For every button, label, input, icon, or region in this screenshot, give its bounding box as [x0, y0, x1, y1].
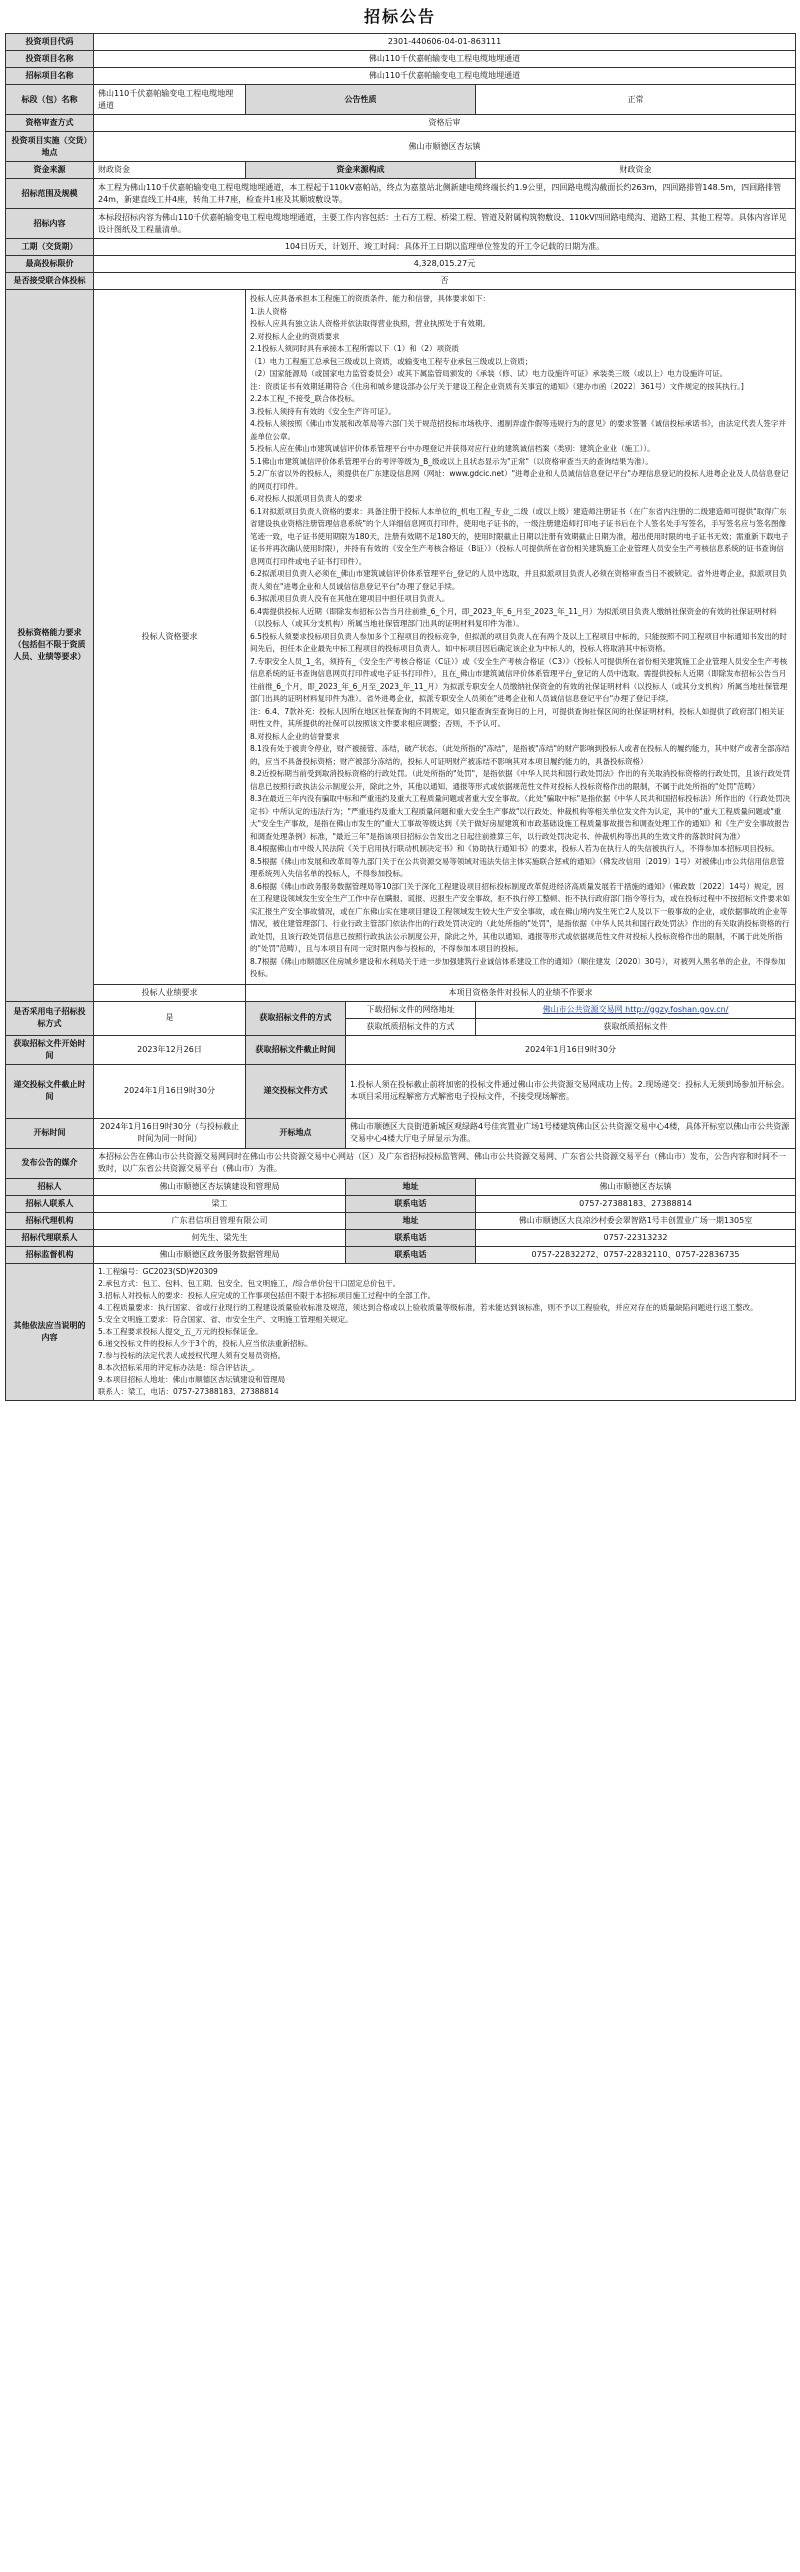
qual-method-value: 资格后审: [94, 115, 796, 132]
max-price-value: 4,328,015.27元: [94, 256, 796, 273]
paper-value: 获取纸质招标文件: [476, 1018, 796, 1035]
doc-end-label: 获取招标文件截止时间: [246, 1035, 346, 1064]
scale-value: 本工程为佛山110千伏嘉帕输变电工程电缆地埋通道，本工程起于110kV嘉帕站，终点为嘉篁站北侧新建电缆终端长约1.9公里，四回路电缆沟截面长约263m，四回路排管148.5m，四回路排管24m，新建直线工井4座，转角工井7座，检查井1座及其顺坡敷设等。: [94, 179, 796, 209]
qualification-sub-label: 投标人资格要求: [94, 290, 246, 985]
agency-label: 招标代理机构: [6, 1212, 94, 1229]
content-label: 招标内容: [6, 209, 94, 239]
project-code-value: 2301-440606-04-01-863111: [94, 34, 796, 51]
note-line: 联系人：梁工，电话：0757-27388183、27388814: [98, 1386, 279, 1396]
paper-label: 获取纸质招标文件的方式: [346, 1018, 476, 1035]
media-value: 本招标公告在佛山市公共资源交易网同时在佛山市公共资源交易中心网站（区）及广东省招标投标监管网、佛山市公共资源交易网、广东省公共资源交易平台（佛山市）发布，公告内容和时间不一致时，以广东省公共资源交易平台（佛山市）为准。: [94, 1148, 796, 1178]
supervisor-phone-label: 联系电话: [346, 1246, 476, 1263]
requirement-paragraph: 3.投标人须持有有效的《安全生产许可证》。: [250, 406, 396, 416]
section-label: 标段（包）名称: [6, 85, 94, 115]
note-line: 1.工程编号：GC2023(SD)¥20309: [98, 1266, 218, 1276]
requirement-paragraph: 6.5投标人须要求投标项目负责人参加多个工程项目的投标竞争，但拟派的项目负责人在有两个及以上工程项目中标的，只能按照不同工程项目中标通知书发出的时间先后，担任本企业最先中标工程项目的投标项目负责人。如中标项目因后确定该企业为中标人的，投标人将取消其中标资格。: [250, 631, 787, 653]
agency-phone-value: 0757-22313232: [476, 1229, 796, 1246]
supervisor-value: 佛山市顺德区政务服务数据管理局: [94, 1246, 346, 1263]
electronic-value: 是: [94, 1001, 246, 1035]
bid-method-value: 1.投标人须在投标截止前将加密的投标文件通过佛山市公共资源交易网成功上传。2.现场递交：投标人无须到场参加开标会。本项目采用远程解密方式解密电子投标文件，不接受现场解密。: [346, 1064, 796, 1118]
note-line: 3.招标人对投标人的要求：投标人应完成的工作事项包括但不限于本招标项目施工过程中的全部工作。: [98, 1290, 436, 1300]
requirement-paragraph: 6.3拟派项目负责人没有在其他在建项目中担任项目负责人。: [250, 594, 450, 603]
requirement-paragraph: 6.4需提供投标人近期（即除发布招标公告当月往前推_6_个月，即_2023_年_6_月至_2023_年_11_月）为拟派项目负责人缴纳社保资金的有效的社保证明材料（以投标人（或其分支机构）所属当地社保管理部门出具的证明材料复印件为准）。: [250, 606, 777, 628]
agency-contact-label: 招标代理联系人: [6, 1229, 94, 1246]
requirement-paragraph: 2.对投标人企业的资质要求: [250, 331, 340, 341]
media-label: 发布公告的媒介: [6, 1148, 94, 1178]
nature-value: 正常: [476, 85, 796, 115]
tenderer-phone-label: 联系电话: [346, 1195, 476, 1212]
requirement-paragraph: （2）国家能源局（或国家电力监管委员会）或其下属监管局颁发的《承装（修、试）电力设施许可证》承装类三级（或以上）电力设施许可证。: [250, 369, 728, 378]
consortium-value: 否: [94, 273, 796, 290]
other-notes: [94, 1263, 796, 1400]
doc-method-label: 获取招标文件的方式: [246, 1001, 346, 1035]
agency-contact-value: 何先生、梁先生: [94, 1229, 346, 1246]
tenderer-contact-label: 招标人联系人: [6, 1195, 94, 1212]
requirement-paragraph: 7.专职安全人员_1_名，须持有_《安全生产考核合格证（C证）》或《安全生产考核合格证（C3）》（投标人可提供所在省份相关建筑施工企业管理人员安全生产考核信息系统的证书查询信息网页打印件或电子证书打印件），且在_佛山市建筑诚信评价体系管理平台_登记的人员中选取。需提供投标人近期（即除发布招标公告当月往前推_6_个月，即_2023_年_6_月至_2023_年_11_月）为拟派专职安全人员缴纳社保资金的有效的社保证明材料（以投标人（或其分支机构）所属当地社保管理部门出具的证明材料复印件为准）。省外进粤企业，拟派专职安全人员须在"进粤企业和人员诚信信息登记平台"办理了登记手续。: [250, 656, 788, 703]
page-title: 招标公告: [363, 7, 436, 26]
qualification-requirements: [246, 290, 796, 985]
tender-project-name-label: 招标项目名称: [6, 68, 94, 85]
bid-method-label: 递交投标文件方式: [246, 1064, 346, 1118]
requirement-paragraph: 4.投标人须按照《佛山市发展和改革局等六部门关于规范招投标市场秩序、遏制弄虚作假等违规行为的意见》的要求签署《诚信投标承诺书》，由法定代表人签字并盖单位公章。: [250, 419, 786, 441]
requirement-paragraph: 注：6.4、7款补充：投标人因所在地区社保查询的不同规定，如只能查询至查询日的上月，可提供查询社保区间的社保证明材料，投标人如提供了政府部门相关证明性文件，其所提供的社保可以按照该文件要求相应调整；否则，不予认可。: [250, 706, 785, 728]
doc-end-value: 2024年1月16日9时30分: [346, 1035, 796, 1064]
performance-sub-label: 投标人业绩要求: [94, 984, 246, 1001]
supervisor-label: 招标监督机构: [6, 1246, 94, 1263]
bid-deadline-value: 2024年1月16日9时30分: [94, 1064, 246, 1118]
note-line: 8.本次招标采用的评定标办法是：综合评估法_。: [98, 1362, 259, 1372]
agency-addr-value: 佛山市顺德区大良凉沙村委会翠智路1号丰创置业广场一期1305室: [476, 1212, 796, 1229]
requirement-paragraph: 8.6根据《佛山市政务服务数据管理局等10部门关于深化工程建设项目招标投标制度改革促进经济高质量发展若干措施的通知》（佛政数〔2022〕14号）规定，因在工程建设领域发生安全生产工作中存在瞒报、谎报、迟报生产安全事故，拒不执行停工整顿、拒不执行政府部门指令等行为，或在投标过程中不按招标文件要求如实汇报生产安全事故情况，或在广东佛山实在建项目建设工程领域发生较大生产安全事故，或在佛山境内发生死亡2人及以下一般事故的企业，或依据事故的企业等情况，被住建管理部门、行业行政主管部门依法作出的行政处罚决定的（此处所指的"处罚"，是指依据《中华人民共和国行政处罚法》作出的有关取消投标资格的行政处罚，且该行政处罚信息已按照行政执法公示制度公开，除此之外，其他以通知、通报等形式或依据规范性文件对投标人投标资格作出的限制，不属于此处所指的"处罚"范畴），且与本项目有同一定时限内参与投标的，不得参加本项目的投标。: [250, 881, 790, 953]
other-label: 其他依法应当说明的内容: [6, 1263, 94, 1400]
requirement-paragraph: 8.7根据《佛山市顺德区住房城乡建设和水利局关于进一步加强建筑行业诚信体系建设工作的通知》（顺住建发〔2020〕30号），对被列入黑名单的企业，不得参加投标。: [250, 956, 786, 978]
bid-deadline-label: 递交投标文件截止时间: [6, 1064, 94, 1118]
online-label: 下载招标文件的网络地址: [346, 1001, 476, 1018]
qualification-label: 投标资格能力要求（包括但不限于资质人员、业绩等要求）: [6, 290, 94, 1002]
requirement-paragraph: （1）电力工程施工总承包三级或以上资质，或输变电工程专业承包三级或以上资质；: [250, 356, 533, 366]
tenderer-label: 招标人: [6, 1178, 94, 1195]
performance-value: 本项目资格条件对投标人的业绩不作要求: [246, 984, 796, 1001]
requirement-paragraph: 6.1对拟派项目负责人资格的要求：具备注册于投标人本单位的_机电工程_专业_二级（或以上级）建造师注册证书（在广东省内注册的二级建造师可提供"取得广东省建设执业资格注册管理信息系统"的个人详细信息网页打印件，使用电子证书的，一级注册建造师打印电子证书后在个人签名处手写签名，手写签名应与签名图像笔迹一致，电子证书使用期限为180天，注册有效期不足180天的，使用时限截止日期以注册有效期截止日期为准，超出使用时限的电子证书无效；需重新下载电子证书并再次确认使用时限），并持有有效的《安全生产考核合格证（B证）》（投标人可提供所在省份相关建筑施工企业管理人员安全生产考核信息系统的证书查询信息网页打印件或电子证书打印件）。: [250, 506, 789, 566]
tenderer-value: 佛山市顺德区杏坛镇建设和管理局: [94, 1178, 346, 1195]
funding-structure-label: 资金来源构成: [246, 162, 476, 179]
tenderer-addr-label: 地址: [346, 1178, 476, 1195]
note-line: 4.工程质量要求：执行国家、省或行业现行的工程建设质量验收标准及规范，须达到合格或以上验收质量等级标准，若未能达到该标准，则不予以工程验收，并应对存在的质量缺陷问题进行返工整改。: [98, 1302, 758, 1312]
requirement-paragraph: 8.3在最近三年内没有骗取中标和严重违约及重大工程质量问题或者重大安全事故。（此处"骗取中标"是指依据《中华人民共和国招标投标法》所作出的《行政处罚决定书》中所认定的违法行为；"严重违约及重大工程质量问题和重大安全生产事故"以行政处、仲裁机构等相关单位发文件为认定，其中的"重大工程质量问题或"重大"安全生产事故，是指在佛山市发生的"重大工事故等级达到《关于做好房屋建筑和市政基础设施工程质量事故报告和调查处理工作的通知》和《生产安全事故报告和调查处理条例》标准，"最近三年"是指该项目招标公告发出之日起往前推算三年，以行政处罚决定书、仲裁机构等出具的生效文件的落款时间为准）: [250, 794, 791, 841]
opening-place-label: 开标地点: [246, 1118, 346, 1148]
period-value: 104日历天，计划开、竣工时间：具体开工日期以监理单位签发的开工令记载的日期为准。: [94, 239, 796, 256]
project-name-label: 投资项目名称: [6, 51, 94, 68]
requirement-paragraph: 5.1佛山市建筑诚信评价体系管理平台的考评等级为_B_级或以上且状态显示为"正常"（以资格审查当天的查询结果为准）。: [250, 456, 653, 466]
project-code-label: 投资项目代码: [6, 34, 94, 51]
funding-structure-value: 财政资金: [476, 162, 796, 179]
location-value: 佛山市顺德区杏坛镇: [94, 132, 796, 162]
tenderer-addr-value: 佛山市顺德区杏坛镇: [476, 1178, 796, 1195]
note-line: 9.本项目招标人地址：佛山市顺德区杏坛镇建设和管理局: [98, 1374, 286, 1384]
tender-project-name-value: 佛山110千伏嘉帕输变电工程电缆地埋通道: [94, 68, 796, 85]
note-line: 5.本工程要求投标人提交_五_万元的投标保证金。: [98, 1326, 263, 1336]
requirement-paragraph: 5.投标人应在佛山市建筑诚信评价体系管理平台中办理登记并获得对应行业的建筑诚信档案（类别：建筑企业业（施工））。: [250, 444, 655, 453]
nature-label: 公告性质: [246, 85, 476, 115]
notes-list: [98, 1266, 791, 1398]
note-line: 5.安全文明施工要求：符合国家、省、市安全生产、文明施工管理相关规定。: [98, 1314, 353, 1324]
announcement-table: [5, 33, 796, 1401]
note-line: 6.递交投标文件的投标人少于3个的，投标人应当依法重新招标。: [98, 1338, 313, 1348]
requirement-paragraph: 8.5根据《佛山市发展和改革局等九部门关于在公共资源交易等领域对违法失信主体实施联合惩戒的通知》（佛发改信用〔2019〕1号）对被佛山市公共信用信息管理系统列入失信名单的投标人，不得参加投标。: [250, 856, 785, 878]
requirement-paragraph: 8.对投标人企业的信誉要求: [250, 731, 340, 741]
announcement: [5, 4, 795, 1401]
content-value: 本标段招标内容为佛山110千伏嘉帕输变电工程电缆地埋通道，主要工作内容包括：土石方工程、桥梁工程、管道及附属构筑物敷设、110kV四回路电缆沟、道路工程、其他工程等。具体内容详见设计图纸及工程量清单。: [94, 209, 796, 239]
doc-start-label: 获取招标文件开始时间: [6, 1035, 94, 1064]
requirement-paragraph: 1.法人资格: [250, 306, 288, 316]
opening-label: 开标时间: [6, 1118, 94, 1148]
online-link[interactable]: 佛山市公共资源交易网 http://ggzy.foshan.gov.cn/: [476, 1001, 796, 1018]
opening-value: 2024年1月16日9时30分（与投标截止时间为同一时间）: [94, 1118, 246, 1148]
section-name-value: 佛山110千伏嘉帕输变电工程电缆地埋通道: [94, 85, 246, 115]
doc-start-value: 2023年12月26日: [94, 1035, 246, 1064]
tenderer-phone-value: 0757-27388183、27388814: [476, 1195, 796, 1212]
requirements-list: [250, 293, 791, 981]
requirement-paragraph: 6.对投标人拟派项目负责人的要求: [250, 494, 363, 503]
opening-place-value: 佛山市顺德区大良街道新城区观绿路4号佳宾置业广场1号楼建筑佛山区公共资源交易中心4楼，具体开标室以佛山市公共资源交易中心4楼大厅电子屏显示为准。: [346, 1118, 796, 1148]
requirement-paragraph: 2.1投标人须同时具有承接本工程所需以下（1）和（2）项资质: [250, 344, 459, 353]
funding-source-value: 财政资金: [94, 162, 246, 179]
requirement-paragraph: 8.1没有处于被责令停业，财产被接管、冻结，破产状态。（此处所指的"冻结"，是指被"冻结"的财产影响到投标人或者在投标人的履约能力，其中财产或者全部冻结的，应当不具备投标资格；财产被部分冻结的，投标人可证明财产被冻结不影响其对本项目履约能力的，具备投标资格）: [250, 744, 790, 766]
electronic-label: 是否采用电子招标投标方式: [6, 1001, 94, 1035]
note-line: 2.承包方式：包工、包料、包工期、包安全、包文明施工，/综合单价包干口固定总价包干。: [98, 1278, 401, 1288]
location-label: 投资项目实施（交货）地点: [6, 132, 94, 162]
requirement-paragraph: 6.2拟派项目负责人必须在_佛山市建筑诚信评价体系管理平台_登记的人员中选取，并且拟派项目负责人必须在资格审查当日不被锁定。省外进粤企业，拟派项目负责人须在"进粤企业和人员诚信信息登记平台"办理了登记手续。: [250, 569, 787, 591]
tenderer-contact-value: 梁工: [94, 1195, 346, 1212]
requirement-paragraph: 2.2本工程_不接受_联合体投标。: [250, 394, 360, 403]
scale-label: 招标范围及规模: [6, 179, 94, 209]
requirement-paragraph: 注：资质证书有效期延期符合《住房和城乡建设部办公厅关于建设工程企业资质有关事宜的通知》（建办市函〔2022〕361号）文件规定的按其执行。]: [250, 381, 744, 391]
requirement-paragraph: 5.2广东省以外的投标人，须提供在广东建设信息网（网址：www.gdcic.net）"进粤企业和人员诚信信息登记平台"办理信息登记的投标人进粤企业及人员信息登记的网页打印件。: [250, 469, 789, 491]
agency-value: 广东君信项目管理有限公司: [94, 1212, 346, 1229]
requirement-paragraph: 8.2近投标期当前受到取消投标资格的行政处罚。（此处所指的"处罚"，是指依据《中华人民共和国行政处罚法》作出的有关取消投标资格的行政处罚，且该行政处罚信息已按照行政执法公示制度公开，除此之外，其他以通知、通报等形式或依据规范性文件对投标人投标资格作出的限制，不属于此处所指的"处罚"范畴）: [250, 769, 791, 791]
agency-addr-label: 地址: [346, 1212, 476, 1229]
requirement-paragraph: 投标人应具有独立法人资格并依法取得营业执照，营业执照处于有效期。: [250, 319, 490, 328]
requirement-paragraph: 投标人应具备承担本工程施工的资质条件、能力和信誉，具体要求如下：: [250, 294, 490, 303]
supervisor-phone-value: 0757-22832272、0757-22832110、0757-22836735: [476, 1246, 796, 1263]
requirement-paragraph: 8.4根据佛山市中级人民法院《关于启用执行联动机制决定书》和《协助执行通知书》的要求，投标人若为在执行人的失信被执行人，不得参加本招标项目投标。: [250, 844, 780, 853]
agency-phone-label: 联系电话: [346, 1229, 476, 1246]
period-label: 工期（交货期）: [6, 239, 94, 256]
consortium-label: 是否接受联合体投标: [6, 273, 94, 290]
qual-method-label: 资格审查方式: [6, 115, 94, 132]
funding-label: 资金来源: [6, 162, 94, 179]
project-name-value: 佛山110千伏嘉帕输变电工程电缆地埋通道: [94, 51, 796, 68]
max-price-label: 最高投标限价: [6, 256, 94, 273]
note-line: 7.参与投标的法定代表人或授权代理人须有交易员资格。: [98, 1350, 286, 1360]
